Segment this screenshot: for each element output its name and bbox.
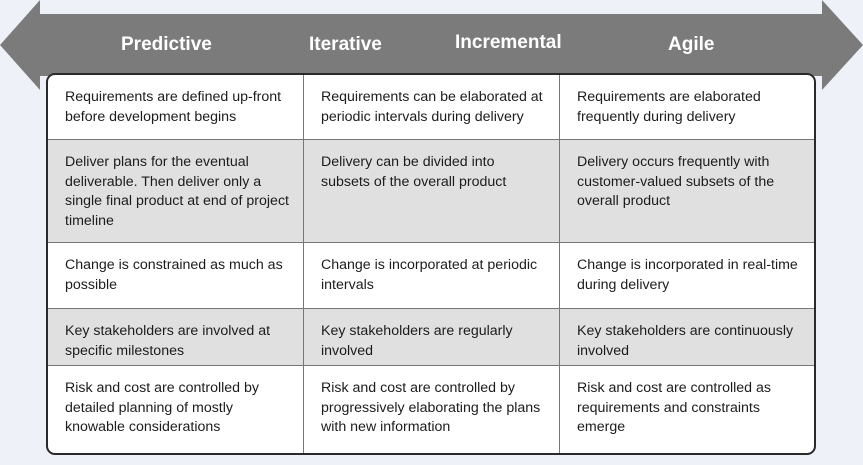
agile-cell: Requirements are elaborated frequently during delivery [577, 89, 761, 125]
predictive-cell: Deliver plans for the eventual deliverable. Then deliver only a single final product at end of project timeline [48, 140, 304, 242]
predictive-cell: Requirements are defined up-front before development begins [48, 75, 304, 139]
header-predictive: Predictive [121, 34, 212, 55]
table-row [48, 243, 814, 309]
agile-cell: Risk and cost are controlled as requirements and constraints emerge [577, 380, 771, 435]
predictive-cell: Change is constrained as much as possible [48, 243, 304, 308]
table-row [48, 140, 814, 243]
iterative-incremental-cell: Change is incorporated at periodic intervals [304, 243, 560, 308]
agile-cell: Key stakeholders are continuously involved [577, 323, 794, 359]
predictive-cell: Key stakeholders are involved at specific milestones [48, 309, 304, 365]
iterative-incremental-cell: Key stakeholders are regularly involved [304, 309, 560, 365]
header-agile: Agile [668, 34, 715, 55]
predictive-cell: Risk and cost are controlled by detailed planning of mostly knowable considerations [48, 366, 304, 453]
table-row [48, 366, 814, 453]
iterative-incremental-cell: Requirements can be elaborated at periodic intervals during delivery [304, 75, 560, 139]
comparison-table [46, 73, 816, 455]
table-row [48, 75, 814, 140]
iterative-incremental-cell: Risk and cost are controlled by progressively elaborating the plans with new information [304, 366, 560, 453]
agile-cell: Delivery occurs frequently with customer-valued subsets of the overall product [577, 154, 775, 209]
header-incremental: Incremental [455, 32, 562, 53]
header-iterative: Iterative [309, 34, 382, 55]
table-row [48, 309, 814, 366]
agile-cell: Change is incorporated in real-time during delivery [577, 257, 798, 293]
iterative-incremental-cell: Delivery can be divided into subsets of the overall product [304, 140, 560, 242]
